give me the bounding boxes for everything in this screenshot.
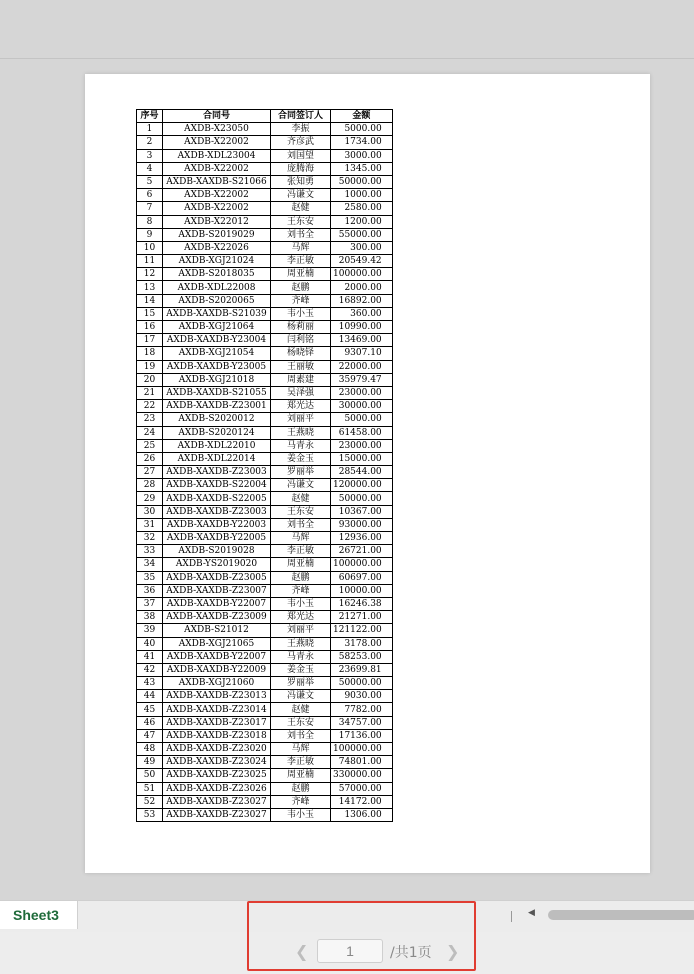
cell-signer: 杨莉丽: [271, 321, 331, 334]
cell-signer: 刘国望: [271, 149, 331, 162]
cell-signer: 马辉: [271, 743, 331, 756]
table-row: [137, 466, 393, 479]
table-row: [137, 756, 393, 769]
cell-signer: 王丽敏: [271, 360, 331, 373]
cell-signer: 周亚楠: [271, 558, 331, 571]
cell-signer: 齐峰: [271, 584, 331, 597]
cell-amount: 16892.00: [331, 294, 393, 307]
table-row: [137, 175, 393, 188]
cell-signer: 郑光达: [271, 400, 331, 413]
cell-amount: 14172.00: [331, 795, 393, 808]
cell-contract-no: AXDB-XGJ21064: [163, 321, 271, 334]
cell-contract-no: AXDB-S2019028: [163, 545, 271, 558]
cell-amount: 22000.00: [331, 360, 393, 373]
cell-amount: 9030.00: [331, 690, 393, 703]
cell-index: 51: [137, 782, 163, 795]
table-row: [137, 624, 393, 637]
table-row: [137, 597, 393, 610]
table-header-row: [137, 110, 393, 123]
table-row: [137, 215, 393, 228]
cell-amount: 12936.00: [331, 532, 393, 545]
cell-contract-no: AXDB-XAXDB-Z23017: [163, 716, 271, 729]
table-row: [137, 716, 393, 729]
cell-index: 29: [137, 492, 163, 505]
cell-signer: 姜金玉: [271, 452, 331, 465]
cell-contract-no: AXDB-XAXDB-Y22009: [163, 663, 271, 676]
cell-amount: 300.00: [331, 241, 393, 254]
cell-amount: 60697.00: [331, 571, 393, 584]
cell-signer: 刘书全: [271, 228, 331, 241]
cell-signer: 王燕晓: [271, 426, 331, 439]
cell-index: 4: [137, 162, 163, 175]
table-row: [137, 479, 393, 492]
cell-amount: 58253.00: [331, 650, 393, 663]
cell-contract-no: AXDB-X22012: [163, 215, 271, 228]
cell-index: 38: [137, 611, 163, 624]
cell-amount: 100000.00: [331, 743, 393, 756]
cell-index: 18: [137, 347, 163, 360]
cell-contract-no: AXDB-XAXDB-Y23004: [163, 334, 271, 347]
cell-contract-no: AXDB-X22026: [163, 241, 271, 254]
cell-contract-no: AXDB-X22002: [163, 189, 271, 202]
cell-signer: 冯谦文: [271, 189, 331, 202]
cell-signer: 马青永: [271, 650, 331, 663]
cell-index: 26: [137, 452, 163, 465]
cell-index: 11: [137, 255, 163, 268]
table-row: [137, 571, 393, 584]
header-amount: 金额: [331, 110, 393, 123]
table-row: [137, 413, 393, 426]
table-row: [137, 611, 393, 624]
contract-table: [136, 109, 393, 822]
cell-signer: 罗丽举: [271, 466, 331, 479]
table-row: [137, 373, 393, 386]
cell-amount: 20549.42: [331, 255, 393, 268]
cell-index: 1: [137, 123, 163, 136]
cell-contract-no: AXDB-XGJ21018: [163, 373, 271, 386]
table-row: [137, 321, 393, 334]
cell-contract-no: AXDB-XAXDB-Z23020: [163, 743, 271, 756]
cell-index: 25: [137, 439, 163, 452]
cell-signer: 齐峰: [271, 795, 331, 808]
cell-contract-no: AXDB-XAXDB-Z23018: [163, 729, 271, 742]
cell-amount: 61458.00: [331, 426, 393, 439]
cell-contract-no: AXDB-XAXDB-Z23007: [163, 584, 271, 597]
table-row: [137, 386, 393, 399]
cell-index: 32: [137, 532, 163, 545]
cell-amount: 93000.00: [331, 518, 393, 531]
cell-contract-no: AXDB-XAXDB-Z23027: [163, 808, 271, 821]
cell-amount: 34757.00: [331, 716, 393, 729]
cell-contract-no: AXDB-XAXDB-Z23026: [163, 782, 271, 795]
cell-contract-no: AXDB-XAXDB-S21055: [163, 386, 271, 399]
cell-amount: 15000.00: [331, 452, 393, 465]
cell-index: 28: [137, 479, 163, 492]
cell-amount: 50000.00: [331, 677, 393, 690]
cell-index: 27: [137, 466, 163, 479]
cell-amount: 10367.00: [331, 505, 393, 518]
cell-contract-no: AXDB-XDL22008: [163, 281, 271, 294]
cell-signer: 冯谦文: [271, 479, 331, 492]
cell-contract-no: AXDB-XAXDB-Z23025: [163, 769, 271, 782]
cell-amount: 9307.10: [331, 347, 393, 360]
cell-signer: 闫利铭: [271, 334, 331, 347]
header-contract-no: 合同号: [163, 110, 271, 123]
cell-index: 16: [137, 321, 163, 334]
cell-contract-no: AXDB-S2019029: [163, 228, 271, 241]
sheet-tab-sheet3[interactable]: Sheet3: [0, 901, 78, 929]
cell-signer: 赵鹏: [271, 782, 331, 795]
cell-index: 3: [137, 149, 163, 162]
page-number-input[interactable]: 1: [317, 939, 383, 963]
table-row: [137, 307, 393, 320]
cell-signer: 吴泽强: [271, 386, 331, 399]
cell-amount: 21271.00: [331, 611, 393, 624]
table-row: [137, 255, 393, 268]
cell-index: 31: [137, 518, 163, 531]
cell-contract-no: AXDB-S2020012: [163, 413, 271, 426]
cell-signer: 赵鹏: [271, 571, 331, 584]
table-row: [137, 228, 393, 241]
table-row: [137, 584, 393, 597]
cell-index: 46: [137, 716, 163, 729]
cell-contract-no: AXDB-XAXDB-Y22007: [163, 650, 271, 663]
table-row: [137, 782, 393, 795]
table-row: [137, 492, 393, 505]
table-row: [137, 769, 393, 782]
header-index: 序号: [137, 110, 163, 123]
cell-index: 45: [137, 703, 163, 716]
cell-index: 30: [137, 505, 163, 518]
cell-amount: 2000.00: [331, 281, 393, 294]
horizontal-scrollbar[interactable]: [548, 910, 694, 920]
cell-index: 36: [137, 584, 163, 597]
table-row: [137, 703, 393, 716]
cell-signer: 李正敏: [271, 545, 331, 558]
cell-index: 17: [137, 334, 163, 347]
cell-signer: 姜金玉: [271, 663, 331, 676]
cell-amount: 17136.00: [331, 729, 393, 742]
cell-index: 47: [137, 729, 163, 742]
cell-index: 40: [137, 637, 163, 650]
table-row: [137, 663, 393, 676]
cell-signer: 郑光达: [271, 611, 331, 624]
cell-index: 7: [137, 202, 163, 215]
cell-index: 35: [137, 571, 163, 584]
cell-contract-no: AXDB-XAXDB-Z23027: [163, 795, 271, 808]
table-row: [137, 136, 393, 149]
cell-contract-no: AXDB-XAXDB-S21039: [163, 307, 271, 320]
cell-amount: 1734.00: [331, 136, 393, 149]
table-row: [137, 729, 393, 742]
table-row: [137, 650, 393, 663]
cell-index: 21: [137, 386, 163, 399]
cell-signer: 刘丽平: [271, 413, 331, 426]
cell-amount: 100000.00: [331, 268, 393, 281]
cell-index: 50: [137, 769, 163, 782]
cell-contract-no: AXDB-XAXDB-S21066: [163, 175, 271, 188]
table-row: [137, 808, 393, 821]
header-signer: 合同签订人: [271, 110, 331, 123]
cell-index: 14: [137, 294, 163, 307]
table-row: [137, 426, 393, 439]
cell-signer: 刘书全: [271, 518, 331, 531]
cell-index: 22: [137, 400, 163, 413]
table-row: [137, 637, 393, 650]
cell-signer: 赵健: [271, 492, 331, 505]
cell-amount: 7782.00: [331, 703, 393, 716]
cell-index: 6: [137, 189, 163, 202]
cell-amount: 120000.00: [331, 479, 393, 492]
cell-contract-no: AXDB-X22002: [163, 136, 271, 149]
cell-amount: 3000.00: [331, 149, 393, 162]
cell-amount: 55000.00: [331, 228, 393, 241]
cell-signer: 王东安: [271, 215, 331, 228]
print-preview-page: [85, 74, 650, 873]
table-row: [137, 189, 393, 202]
cell-signer: 王东安: [271, 716, 331, 729]
cell-contract-no: AXDB-XAXDB-Z23024: [163, 756, 271, 769]
table-row: [137, 439, 393, 452]
cell-index: 37: [137, 597, 163, 610]
cell-amount: 100000.00: [331, 558, 393, 571]
cell-signer: 李振: [271, 123, 331, 136]
cell-contract-no: AXDB-X23050: [163, 123, 271, 136]
cell-contract-no: AXDB-XAXDB-Z23005: [163, 571, 271, 584]
cell-signer: 李正敏: [271, 756, 331, 769]
table-row: [137, 334, 393, 347]
table-row: [137, 743, 393, 756]
cell-contract-no: AXDB-XAXDB-Z23003: [163, 505, 271, 518]
pager-highlight-box: [247, 901, 476, 971]
cell-contract-no: AXDB-X22002: [163, 202, 271, 215]
cell-contract-no: AXDB-XAXDB-Y22005: [163, 532, 271, 545]
table-row: [137, 795, 393, 808]
table-row: [137, 505, 393, 518]
cell-index: 39: [137, 624, 163, 637]
cell-index: 48: [137, 743, 163, 756]
cell-index: 24: [137, 426, 163, 439]
cell-signer: 赵健: [271, 703, 331, 716]
cell-index: 34: [137, 558, 163, 571]
chevron-right-icon[interactable]: ❯: [446, 942, 460, 961]
table-row: [137, 558, 393, 571]
cell-contract-no: AXDB-X22002: [163, 162, 271, 175]
cell-contract-no: AXDB-S2018035: [163, 268, 271, 281]
cell-index: 19: [137, 360, 163, 373]
cell-amount: 23000.00: [331, 386, 393, 399]
cell-amount: 3178.00: [331, 637, 393, 650]
cell-amount: 10000.00: [331, 584, 393, 597]
cell-contract-no: AXDB-XDL23004: [163, 149, 271, 162]
cell-amount: 330000.00: [331, 769, 393, 782]
cell-contract-no: AXDB-XGJ21024: [163, 255, 271, 268]
cell-index: 44: [137, 690, 163, 703]
table-row: [137, 281, 393, 294]
table-row: [137, 268, 393, 281]
cell-amount: 28544.00: [331, 466, 393, 479]
cell-contract-no: AXDB-XGJ21060: [163, 677, 271, 690]
cell-amount: 121122.00: [331, 624, 393, 637]
table-row: [137, 545, 393, 558]
cell-contract-no: AXDB-S21012: [163, 624, 271, 637]
cell-amount: 5000.00: [331, 413, 393, 426]
cell-signer: 刘书全: [271, 729, 331, 742]
tab-separator: [511, 911, 512, 922]
table-row: [137, 532, 393, 545]
cell-signer: 齐彦武: [271, 136, 331, 149]
cell-signer: 张知勇: [271, 175, 331, 188]
cell-contract-no: AXDB-XAXDB-Z23003: [163, 466, 271, 479]
cell-signer: 周亚楠: [271, 769, 331, 782]
cell-amount: 23699.81: [331, 663, 393, 676]
cell-amount: 16246.38: [331, 597, 393, 610]
cell-signer: 王燕晓: [271, 637, 331, 650]
cell-signer: 韦小玉: [271, 307, 331, 320]
cell-signer: 王东安: [271, 505, 331, 518]
cell-signer: 马辉: [271, 532, 331, 545]
cell-signer: 齐峰: [271, 294, 331, 307]
cell-signer: 冯谦文: [271, 690, 331, 703]
cell-amount: 13469.00: [331, 334, 393, 347]
cell-contract-no: AXDB-XAXDB-Y23005: [163, 360, 271, 373]
cell-signer: 李正敏: [271, 255, 331, 268]
table-row: [137, 347, 393, 360]
cell-signer: 庞腾海: [271, 162, 331, 175]
cell-amount: 5000.00: [331, 123, 393, 136]
cell-index: 43: [137, 677, 163, 690]
table-row: [137, 241, 393, 254]
cell-contract-no: AXDB-XAXDB-Z23014: [163, 703, 271, 716]
table-row: [137, 690, 393, 703]
cell-index: 53: [137, 808, 163, 821]
cell-signer: 周素建: [271, 373, 331, 386]
table-row: [137, 677, 393, 690]
cell-signer: 韦小玉: [271, 597, 331, 610]
table-row: [137, 360, 393, 373]
cell-index: 41: [137, 650, 163, 663]
cell-amount: 1345.00: [331, 162, 393, 175]
cell-index: 33: [137, 545, 163, 558]
cell-contract-no: AXDB-XAXDB-Z23013: [163, 690, 271, 703]
cell-contract-no: AXDB-XAXDB-S22004: [163, 479, 271, 492]
cell-amount: 30000.00: [331, 400, 393, 413]
page-total-label: /共1页: [390, 945, 432, 961]
cell-signer: 马青永: [271, 439, 331, 452]
cell-index: 23: [137, 413, 163, 426]
cell-contract-no: AXDB-XAXDB-Z23009: [163, 611, 271, 624]
cell-index: 5: [137, 175, 163, 188]
cell-contract-no: AXDB-XGJ21065: [163, 637, 271, 650]
cell-amount: 1000.00: [331, 189, 393, 202]
cell-index: 10: [137, 241, 163, 254]
cell-contract-no: AXDB-S2020065: [163, 294, 271, 307]
cell-amount: 26721.00: [331, 545, 393, 558]
table-row: [137, 149, 393, 162]
cell-signer: 赵鹏: [271, 281, 331, 294]
cell-amount: 74801.00: [331, 756, 393, 769]
cell-contract-no: AXDB-XAXDB-S22005: [163, 492, 271, 505]
cell-index: 12: [137, 268, 163, 281]
cell-index: 42: [137, 663, 163, 676]
cell-amount: 1306.00: [331, 808, 393, 821]
cell-amount: 35979.47: [331, 373, 393, 386]
cell-amount: 2580.00: [331, 202, 393, 215]
cell-index: 9: [137, 228, 163, 241]
cell-signer: 刘丽平: [271, 624, 331, 637]
cell-signer: 杨晓铎: [271, 347, 331, 360]
cell-contract-no: AXDB-XDL22014: [163, 452, 271, 465]
cell-contract-no: AXDB-XAXDB-Y22007: [163, 597, 271, 610]
cell-signer: 周亚楠: [271, 268, 331, 281]
cell-amount: 50000.00: [331, 175, 393, 188]
cell-contract-no: AXDB-XDL22010: [163, 439, 271, 452]
cell-index: 15: [137, 307, 163, 320]
cell-signer: 韦小玉: [271, 808, 331, 821]
cell-index: 13: [137, 281, 163, 294]
table-row: [137, 400, 393, 413]
cell-signer: 罗丽举: [271, 677, 331, 690]
table-row: [137, 294, 393, 307]
cell-amount: 57000.00: [331, 782, 393, 795]
cell-signer: 马辉: [271, 241, 331, 254]
cell-index: 49: [137, 756, 163, 769]
cell-contract-no: AXDB-XAXDB-Y22003: [163, 518, 271, 531]
table-row: [137, 123, 393, 136]
toolbar-divider: [0, 58, 694, 59]
cell-index: 2: [137, 136, 163, 149]
table-row: [137, 202, 393, 215]
cell-contract-no: AXDB-YS2019020: [163, 558, 271, 571]
scroll-left-icon[interactable]: ◀: [528, 908, 535, 918]
chevron-left-icon[interactable]: ❮: [295, 942, 309, 961]
cell-index: 52: [137, 795, 163, 808]
cell-index: 20: [137, 373, 163, 386]
table-body: [137, 123, 393, 822]
cell-signer: 赵健: [271, 202, 331, 215]
cell-amount: 10990.00: [331, 321, 393, 334]
cell-contract-no: AXDB-XGJ21054: [163, 347, 271, 360]
cell-contract-no: AXDB-S2020124: [163, 426, 271, 439]
table-row: [137, 162, 393, 175]
cell-amount: 1200.00: [331, 215, 393, 228]
cell-amount: 360.00: [331, 307, 393, 320]
cell-amount: 50000.00: [331, 492, 393, 505]
table-row: [137, 452, 393, 465]
cell-index: 8: [137, 215, 163, 228]
table-row: [137, 518, 393, 531]
cell-amount: 23000.00: [331, 439, 393, 452]
cell-contract-no: AXDB-XAXDB-Z23001: [163, 400, 271, 413]
